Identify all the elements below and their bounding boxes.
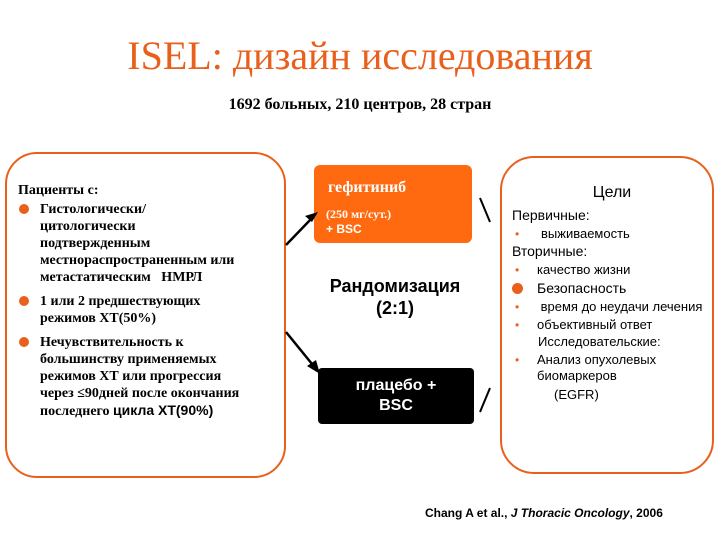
criterion-line: через ≤90дней после окончания bbox=[40, 386, 240, 401]
randomization-line: Рандомизация bbox=[329, 276, 461, 296]
research-label: Исследовательские: bbox=[538, 334, 661, 349]
citation-year: , 2006 bbox=[629, 506, 663, 520]
criterion-line: Нечувствительность к bbox=[40, 335, 184, 350]
drug-name: гефитиниб bbox=[328, 179, 407, 196]
criterion-line: подтвержденным bbox=[40, 236, 151, 251]
citation bbox=[425, 506, 663, 520]
criterion-line: режимов ХТ или прогрессия bbox=[40, 369, 222, 384]
patients-heading: Пациенты с: bbox=[18, 183, 99, 198]
goal-text: качество жизни bbox=[537, 262, 631, 277]
randomization-ratio: (2:1) bbox=[375, 298, 414, 318]
criterion-line: 1 или 2 предшествующих bbox=[40, 294, 201, 309]
criterion-line: большинству применяемых bbox=[40, 352, 217, 367]
goals-title: Цели bbox=[592, 184, 632, 201]
criterion-line: режимов ХТ(50%) bbox=[40, 311, 157, 326]
arrow-to-gefitinib bbox=[286, 218, 312, 245]
placebo-line: BSC bbox=[379, 397, 413, 414]
criterion-line-part: последнего bbox=[40, 404, 114, 419]
connector-line bbox=[480, 198, 490, 222]
goal-text: Безопасность bbox=[537, 280, 627, 296]
criterion-line-part: цикла ХТ(90%) bbox=[113, 402, 214, 418]
goal-text: выживаемость bbox=[541, 226, 630, 241]
primary-label: Первичные: bbox=[512, 207, 590, 223]
criterion-line: цитологически bbox=[40, 219, 136, 234]
bullet-icon: • bbox=[515, 227, 520, 241]
drug-plus-bsc: + BSC bbox=[326, 222, 362, 236]
slide-title: ISEL: дизайн исследования bbox=[127, 33, 593, 78]
connector-line bbox=[480, 388, 490, 412]
slide-subtitle: 1692 больных, 210 центров, 28 стран bbox=[228, 96, 492, 113]
bullet-icon: • bbox=[515, 353, 520, 367]
citation-journal: J Thoracic Oncology bbox=[510, 506, 630, 520]
criterion-line: метастатическим НМРЛ bbox=[40, 270, 203, 285]
goal-text: объективный ответ bbox=[537, 317, 653, 332]
bullet-icon: • bbox=[515, 318, 520, 332]
criterion-line: Гистологически/ bbox=[40, 202, 146, 217]
egfr-label: (EGFR) bbox=[554, 387, 599, 402]
drug-dose-line: (250 мг/сут.) bbox=[326, 207, 392, 221]
arrow-to-placebo bbox=[286, 332, 312, 364]
criterion-line: местнораспространенным или bbox=[40, 253, 235, 268]
goal-text: время до неудачи лечения bbox=[537, 299, 703, 314]
secondary-label: Вторичные: bbox=[512, 243, 588, 259]
arrow-head-icon bbox=[305, 212, 318, 222]
goal-text: Анализ опухолевых биомаркеров bbox=[537, 352, 657, 383]
placebo-line: плацебо + bbox=[355, 377, 437, 394]
bullet-icon: • bbox=[515, 263, 520, 277]
citation-authors: Chang A et al., bbox=[425, 506, 511, 520]
bullet-icon: • bbox=[515, 300, 520, 314]
